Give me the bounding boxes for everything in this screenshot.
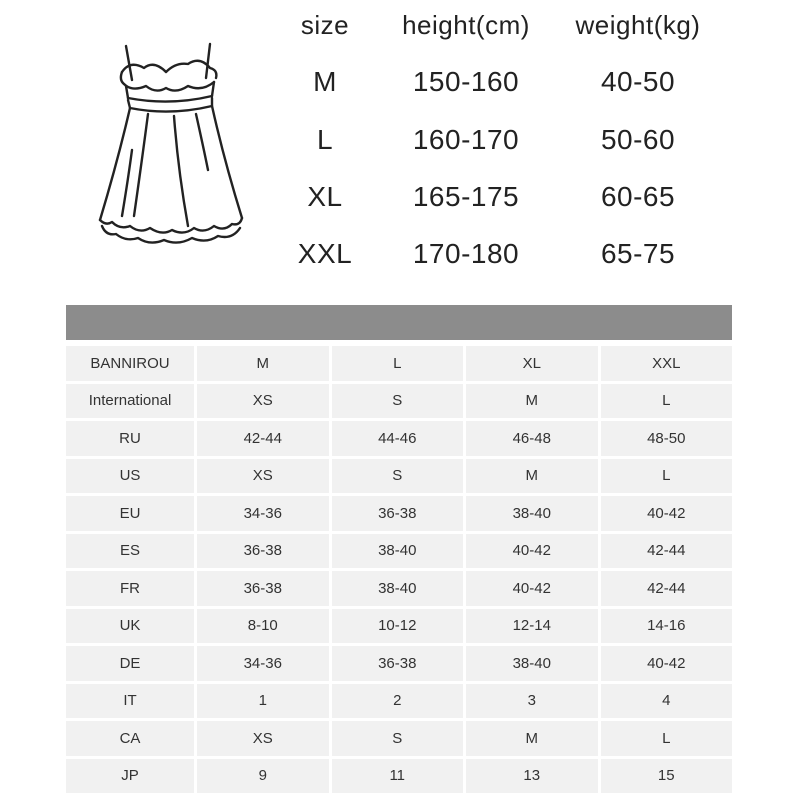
table-row xyxy=(66,534,732,569)
table-cell: 34-36 xyxy=(197,646,329,681)
table-cell: 42-44 xyxy=(601,534,733,569)
height-value: 170-180 xyxy=(412,238,520,269)
table-cell: 48-50 xyxy=(601,421,733,456)
table-header-bar xyxy=(66,305,732,340)
table-cell: M xyxy=(466,721,598,756)
table-cell: 4 xyxy=(601,684,733,719)
table-cell: L xyxy=(601,384,733,419)
table-cell: L xyxy=(601,721,733,756)
size-value: M xyxy=(313,66,337,97)
table-cell: 36-38 xyxy=(197,571,329,606)
table-cell: M xyxy=(466,459,598,494)
row-label: JP xyxy=(66,759,194,794)
table-row xyxy=(66,571,732,606)
height-column-header: height(cm) xyxy=(402,10,530,40)
table-cell: 40-42 xyxy=(601,496,733,531)
height-value: 160-170 xyxy=(412,124,520,155)
size-conversion-table xyxy=(66,305,732,795)
row-label: FR xyxy=(66,571,194,606)
size-chart-header xyxy=(270,10,770,50)
table-cell: 38-40 xyxy=(332,571,464,606)
table-cell: 34-36 xyxy=(197,496,329,531)
table-cell: 40-42 xyxy=(601,646,733,681)
table-cell: 9 xyxy=(197,759,329,794)
table-cell: 42-44 xyxy=(197,421,329,456)
table-cell: 36-38 xyxy=(332,646,464,681)
table-row xyxy=(66,759,732,794)
size-chart-row xyxy=(270,238,770,278)
size-chart-row xyxy=(270,124,770,164)
table-row xyxy=(66,384,732,419)
table-cell: 38-40 xyxy=(466,496,598,531)
table-cell: 38-40 xyxy=(332,534,464,569)
table-cell: 10-12 xyxy=(332,609,464,644)
table-cell: L xyxy=(601,459,733,494)
row-label: BANNIROU xyxy=(66,346,194,381)
table-cell: 36-38 xyxy=(197,534,329,569)
table-cell: S xyxy=(332,384,464,419)
height-value: 150-160 xyxy=(412,66,520,97)
size-chart-row xyxy=(270,66,770,106)
row-label: RU xyxy=(66,421,194,456)
row-label: US xyxy=(66,459,194,494)
table-cell: XS xyxy=(197,459,329,494)
table-row xyxy=(66,721,732,756)
table-cell: 46-48 xyxy=(466,421,598,456)
row-label: ES xyxy=(66,534,194,569)
table-cell: M xyxy=(466,384,598,419)
table-cell: 38-40 xyxy=(466,646,598,681)
table-cell: 42-44 xyxy=(601,571,733,606)
size-value: XXL xyxy=(297,238,353,269)
table-cell: 3 xyxy=(466,684,598,719)
table-cell: 44-46 xyxy=(332,421,464,456)
table-cell: M xyxy=(197,346,329,381)
table-cell: 36-38 xyxy=(332,496,464,531)
table-cell: L xyxy=(332,346,464,381)
slip-dress-icon xyxy=(92,40,248,250)
row-label: International xyxy=(66,384,194,419)
table-row xyxy=(66,646,732,681)
row-label: IT xyxy=(66,684,194,719)
table-cell: S xyxy=(332,459,464,494)
row-label: EU xyxy=(66,496,194,531)
conversion-grid xyxy=(63,343,735,796)
size-column-header: size xyxy=(300,10,350,40)
table-cell: 15 xyxy=(601,759,733,794)
height-value: 165-175 xyxy=(412,181,520,212)
table-row xyxy=(66,459,732,494)
size-chart-row xyxy=(270,181,770,221)
weight-column-header: weight(kg) xyxy=(575,10,701,40)
table-row xyxy=(66,496,732,531)
row-label: DE xyxy=(66,646,194,681)
table-cell: 14-16 xyxy=(601,609,733,644)
table-row xyxy=(66,346,732,381)
table-cell: 40-42 xyxy=(466,534,598,569)
table-cell: 1 xyxy=(197,684,329,719)
table-row xyxy=(66,684,732,719)
table-row xyxy=(66,609,732,644)
table-cell: S xyxy=(332,721,464,756)
table-cell: 8-10 xyxy=(197,609,329,644)
size-value: L xyxy=(316,124,334,155)
weight-value: 60-65 xyxy=(600,181,676,212)
table-cell: 13 xyxy=(466,759,598,794)
weight-value: 40-50 xyxy=(600,66,676,97)
table-cell: 12-14 xyxy=(466,609,598,644)
table-cell: XXL xyxy=(601,346,733,381)
table-cell: 11 xyxy=(332,759,464,794)
row-label: CA xyxy=(66,721,194,756)
table-cell: XS xyxy=(197,721,329,756)
table-cell: 2 xyxy=(332,684,464,719)
weight-value: 50-60 xyxy=(600,124,676,155)
row-label: UK xyxy=(66,609,194,644)
table-cell: XL xyxy=(466,346,598,381)
table-cell: 40-42 xyxy=(466,571,598,606)
table-cell: XS xyxy=(197,384,329,419)
table-row xyxy=(66,421,732,456)
size-value: XL xyxy=(307,181,343,212)
weight-value: 65-75 xyxy=(600,238,676,269)
